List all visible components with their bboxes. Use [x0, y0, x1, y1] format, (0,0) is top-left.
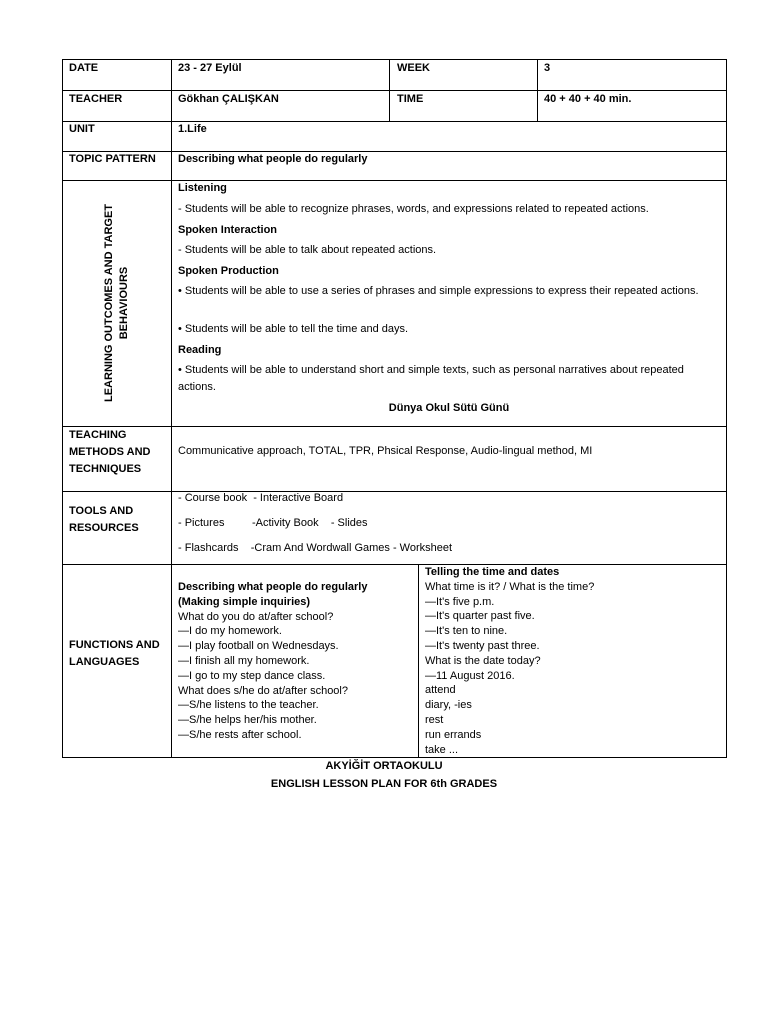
row-tools	[63, 491, 726, 564]
functions-left-cell	[171, 565, 418, 758]
functions-left-line: —I go to my step dance class.	[178, 669, 326, 682]
functions-left-title-1: Describing what people do regularly	[178, 581, 368, 593]
row-topic	[63, 151, 726, 180]
teacher-value: Gökhan ÇALIŞKAN	[178, 93, 279, 105]
lesson-plan-title: ENGLISH LESSON PLAN FOR 6th GRADES	[270, 778, 498, 790]
teacher-label: TEACHER	[69, 93, 123, 105]
functions-right-block	[425, 565, 594, 757]
teacher-value-cell	[171, 91, 389, 121]
spoken-production-title: Spoken Production	[178, 265, 279, 277]
lesson-plan-table	[62, 59, 727, 758]
functions-left-line: —S/he listens to the teacher.	[178, 699, 319, 712]
spoken-production-text-1: • Students will be able to use a series of phrases and simple expressions to express their repeated actions.	[178, 285, 699, 297]
learning-outcomes-label-cell	[63, 181, 171, 426]
functions-right-line: run errands	[425, 728, 482, 741]
learning-outcomes-label: LEARNING OUTCOMES AND TARGET BEHAVIOURS	[103, 204, 130, 402]
row-date	[63, 60, 726, 90]
functions-right-line: —11 August 2016.	[425, 669, 515, 682]
listening-title: Listening	[178, 182, 227, 194]
row-teacher	[63, 90, 726, 121]
week-value-cell	[537, 60, 726, 90]
tools-cell	[171, 492, 726, 564]
date-label: DATE	[69, 62, 99, 74]
reading-text: • Students will be able to understand short and simple texts, such as personal narratives about repeated actions.	[178, 364, 684, 393]
teaching-methods-label: TEACHING METHODS AND TECHNIQUES	[69, 429, 151, 475]
tools-label: TOOLS AND RESOURCES	[69, 505, 139, 534]
week-label-cell	[389, 60, 537, 90]
time-value-cell	[537, 91, 726, 121]
week-value: 3	[544, 62, 551, 74]
functions-right-line: diary, -ies	[425, 699, 472, 712]
spoken-interaction-title: Spoken Interaction	[178, 224, 278, 236]
special-day: Dünya Okul Sütü Günü	[388, 402, 510, 414]
unit-value-cell	[171, 122, 726, 151]
reading-title: Reading	[178, 344, 222, 356]
row-teaching-methods	[63, 426, 726, 491]
functions-right-cell	[418, 565, 726, 758]
functions-left-block	[178, 580, 367, 743]
school-name: AKYİĞİT ORTAOKULU	[325, 760, 443, 772]
functions-left-line: —I do my homework.	[178, 625, 282, 638]
functions-right-line: attend	[425, 684, 456, 697]
time-value: 40 + 40 + 40 min.	[544, 93, 632, 105]
topic-label: TOPIC PATTERN	[69, 153, 156, 165]
row-unit	[63, 121, 726, 151]
teaching-methods-cell	[171, 427, 726, 491]
functions-right-line: rest	[425, 713, 444, 726]
functions-right-line: —It's quarter past five.	[425, 610, 535, 623]
date-value-cell	[171, 60, 389, 90]
functions-right-line: What is the date today?	[425, 654, 541, 667]
spoken-interaction-text: - Students will be able to talk about repeated actions.	[178, 244, 437, 256]
row-learning-outcomes	[63, 180, 726, 426]
functions-label: FUNCTIONS AND LANGUAGES	[69, 639, 160, 668]
topic-value-cell	[171, 152, 726, 180]
topic-value: Describing what people do regularly	[178, 153, 368, 165]
tools-line-1: - Course book - Interactive Board	[178, 492, 344, 504]
functions-right-line: —It's ten to nine.	[425, 625, 508, 638]
tools-line-3: - Flashcards -Cram And Wordwall Games - Worksheet	[178, 542, 453, 554]
functions-left-line: —I finish all my homework.	[178, 654, 310, 667]
row-functions	[63, 564, 726, 758]
time-label-cell	[389, 91, 537, 121]
unit-label: UNIT	[69, 123, 95, 135]
listening-text: - Students will be able to recognize phrases, words, and expressions related to repeated actions.	[178, 203, 649, 215]
spoken-production-text-2: • Students will be able to tell the time and days.	[178, 323, 409, 335]
time-label: TIME	[397, 93, 424, 105]
functions-right-line: —It's five p.m.	[425, 595, 495, 608]
functions-right-line: What time is it? / What is the time?	[425, 580, 595, 593]
teaching-methods-value: Communicative approach, TOTAL, TPR, Phsical Response, Audio-lingual method, MI	[178, 445, 593, 457]
functions-left-line: —S/he rests after school.	[178, 728, 302, 741]
functions-right-line: take ...	[425, 743, 459, 756]
tools-line-2: - Pictures -Activity Book - Slides	[178, 517, 368, 529]
functions-left-line: —S/he helps her/his mother.	[178, 714, 317, 727]
functions-left-line: What does s/he do at/after school?	[178, 684, 348, 697]
functions-right-title: Telling the time and dates	[425, 566, 560, 578]
functions-left-line: What do you do at/after school?	[178, 610, 334, 623]
functions-right-line: —It's twenty past three.	[425, 639, 540, 652]
date-value: 23 - 27 Eylül	[178, 62, 242, 74]
learning-outcomes-content	[171, 181, 726, 426]
functions-left-line: —I play football on Wednesdays.	[178, 640, 339, 653]
unit-value: 1.Life	[178, 123, 207, 135]
functions-left-title-2: (Making simple inquiries)	[178, 595, 311, 608]
week-label: WEEK	[397, 62, 430, 74]
